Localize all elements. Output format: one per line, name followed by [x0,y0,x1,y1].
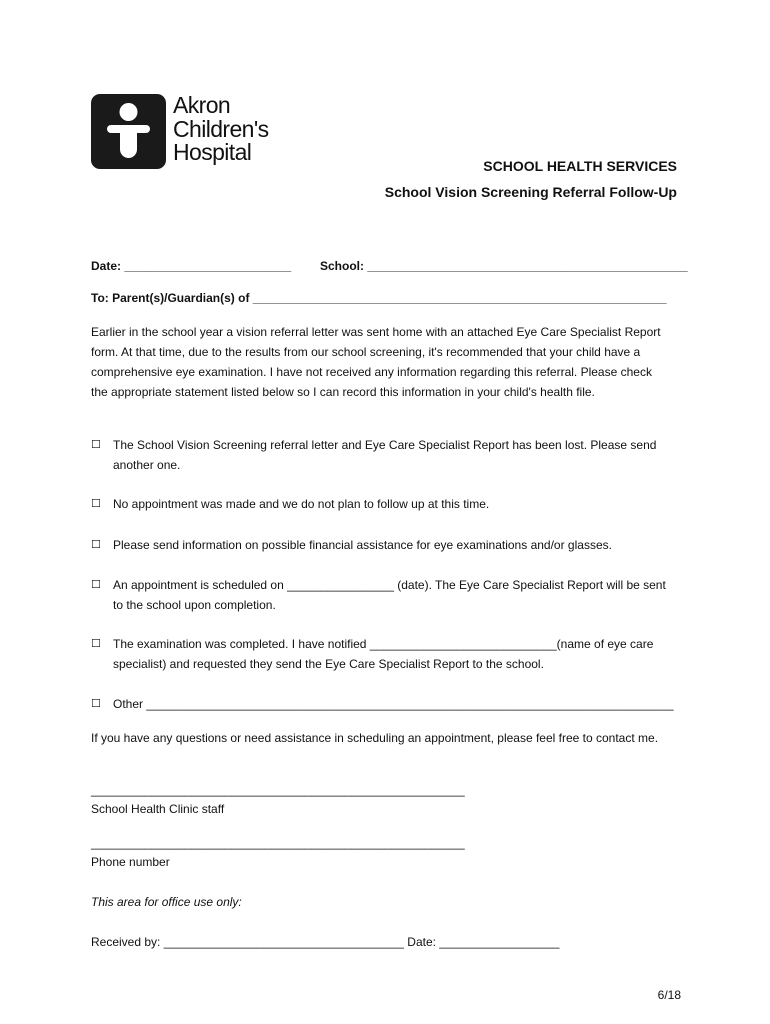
checkbox-icon[interactable]: ☐ [91,498,101,510]
date-field: Date: _________________________ [91,259,292,273]
revision-date: 6/18 [657,988,681,1002]
staff-signature-line: ________________________________________________________ [91,783,465,797]
logo-line-2: Children's [173,115,269,142]
office-use-note: This area for office use only: [91,895,242,909]
document-subtitle: School Vision Screening Referral Follow-Up [384,184,677,200]
staff-label: School Health Clinic staff [91,802,225,816]
logo-line-3: Hospital [173,139,252,165]
intro-paragraph: Earlier in the school year a vision referral letter was sent home with an attached Eye Care Specialist Report form. At that time, due to the results from our school screening, it's recommended that your child have a comprehensive eye examination. I have not received any information regarding this referral. Please check the appropriate statement listed below so I can record this information in your child's health file. [91,325,661,399]
option-other: Other _______________________________________________________________________________ [113,697,674,711]
option-lost-letter: The School Vision Screening referral letter and Eye Care Specialist Report has been lost. Please send another one. [113,438,657,472]
parent-guardian-field: To: Parent(s)/Guardian(s) of ______________________________________________________________ [91,291,667,305]
checkbox-icon[interactable]: ☐ [91,698,101,710]
option-no-appointment: No appointment was made and we do not plan to follow up at this time. [113,497,490,511]
checkbox-icon[interactable]: ☐ [91,439,101,451]
closing-paragraph: If you have any questions or need assistance in scheduling an appointment, please feel free to contact me. [91,731,659,745]
school-field: School: ________________________________________________ [320,259,688,273]
child-figure-icon [91,94,166,169]
option-financial-assistance: Please send information on possible financial assistance for eye examinations and/or glasses. [113,538,612,552]
checkbox-icon[interactable]: ☐ [91,638,101,650]
checkbox-icon[interactable]: ☐ [91,579,101,591]
checkbox-icon[interactable]: ☐ [91,539,101,551]
phone-label: Phone number [91,855,170,869]
logo-line-1: Akron [173,92,231,118]
hospital-logo-mark [91,94,166,169]
received-by-field: Received by: ____________________________________ Date: __________________ [91,935,560,949]
phone-line: ________________________________________________________ [91,836,465,850]
document-title: SCHOOL HEALTH SERVICES [483,158,677,174]
option-exam-completed: The examination was completed. I have notified ____________________________(name of eye care specialist) and requested they send the Eye Care Specialist Report to the school. [113,637,654,671]
hospital-logo-text [173,94,269,165]
option-appointment-scheduled: An appointment is scheduled on ________________ (date). The Eye Care Specialist Report will be sent to the school upon completion. [113,578,666,612]
